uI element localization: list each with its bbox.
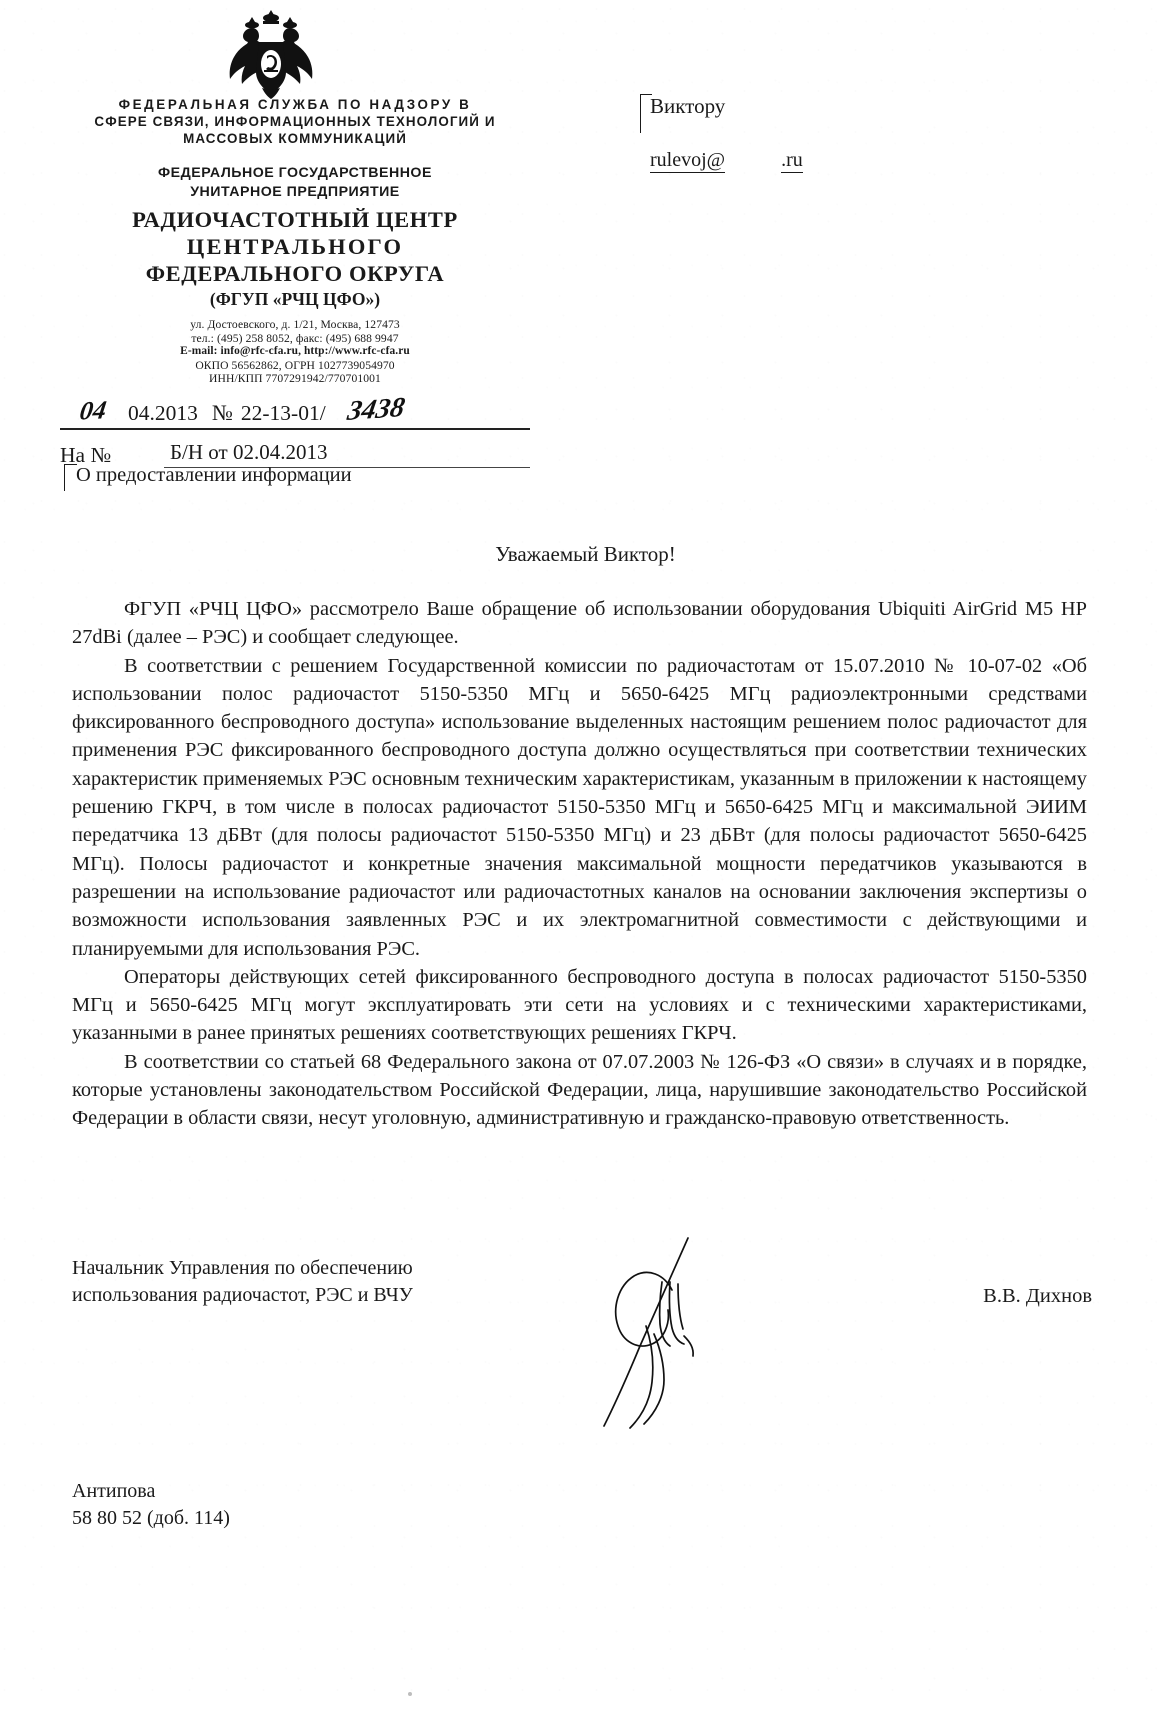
organization-name-line-3: ФЕДЕРАЛЬНОГО ОКРУГА bbox=[145, 261, 445, 286]
outgoing-day-handwritten: 04 bbox=[77, 395, 109, 426]
body-paragraph: Операторы действующих сетей фиксированного беспроводного доступа в полосах радиочастот 5150-5350 МГц и 5650-6425 МГц могут эксплуатировать эти сети на условиях и с техническими характеристиками, указанными в ранее принятых решениях соответствующих решениях ГКРЧ. bbox=[72, 965, 1087, 1045]
signer-title bbox=[72, 1255, 502, 1309]
in-reply-value: Б/Н от 02.04.2013 bbox=[164, 440, 530, 468]
body-paragraph: В соответствии с решением Государственной комиссии по радиочастотам от 15.07.2010 № 10-07-02 «Об использовании полос радиочастот 5150-5350 МГц и 5650-6425 МГц радиоэлектронными средствами фиксированного беспроводного доступа» использование выделенных настоящим решением полос радиочастот для применения РЭС фиксированного беспроводного доступа должно осуществляться при соответствии технических характеристик применяемых РЭС основным техническим характеристикам, указанным в приложении к настоящему решению ГКРЧ, в том числе в полосах радиочастот 5150-5350 МГц и 5650-6425 МГц и максимальной ЭИИМ передатчика 13 дБВт (для полосы радиочастот 5150-5350 МГц) и 23 дБВт (для полосы радиочастот 5650-6425 МГц). Полосы радиочастот и конкретные значения максимальной мощности передатчиков указываются в разрешении на использование радиочастот или радиочастотных каналов на основании заключения экспертизы о возможности использования заявленных РЭС и их электромагнитной совместимости с действующими и планируемыми для использования РЭС. bbox=[72, 654, 1087, 960]
okpo-ogrn: ОКПО 56562862, ОГРН 1027739054970 bbox=[195, 358, 395, 372]
letter-body bbox=[72, 595, 1087, 1133]
addressee-block bbox=[640, 92, 970, 174]
email-website: E-mail: info@rfc-cfa.ru, http://www.rfc-cfa.ru bbox=[180, 345, 410, 358]
entity-type-line-2: УНИТАРНОЕ ПРЕДПРИЯТИЕ bbox=[190, 184, 400, 200]
agency-name-line-1: ФЕДЕРАЛЬНАЯ СЛУЖБА ПО НАДЗОРУ В bbox=[118, 97, 472, 112]
number-symbol: № bbox=[211, 400, 233, 425]
agency-name-line-3: МАССОВЫХ КОММУНИКАЦИЙ bbox=[183, 131, 407, 146]
addressee-email bbox=[640, 146, 970, 174]
executor-block bbox=[72, 1478, 230, 1532]
subject-line: О предоставлении информации bbox=[64, 464, 352, 487]
agency-name-line-2: СФЕРЕ СВЯЗИ, ИНФОРМАЦИОННЫХ ТЕХНОЛОГИЙ И bbox=[94, 114, 496, 129]
contact-details bbox=[60, 318, 530, 386]
addressee-email-domain: .ru bbox=[781, 149, 803, 171]
signer-title-line-1: Начальник Управления по обеспечению bbox=[72, 1257, 413, 1279]
postal-address: ул. Достоевского, д. 1/21, Москва, 127473 bbox=[190, 318, 400, 331]
entity-type bbox=[60, 164, 530, 202]
executor-name: Антипова bbox=[72, 1480, 156, 1502]
addressee-email-user: rulevoj@ bbox=[650, 149, 726, 171]
scan-artifact-dot bbox=[408, 1692, 412, 1696]
in-reply-label: На № bbox=[60, 443, 111, 467]
salutation: Уважаемый Виктор! bbox=[495, 542, 676, 566]
organization-name-line-1: РАДИОЧАСТОТНЫЙ ЦЕНТР bbox=[132, 207, 458, 232]
addressee-name: Виктору bbox=[640, 92, 970, 120]
inn-kpp: ИНН/КПП 7707291942/770701001 bbox=[209, 372, 381, 386]
letterhead bbox=[60, 96, 530, 386]
organization-name-line-2: ЦЕНТРАЛЬНОГО bbox=[186, 234, 404, 259]
organization-abbreviation: (ФГУП «РЧЦ ЦФО») bbox=[209, 289, 381, 309]
outgoing-date: 04.2013 bbox=[128, 401, 198, 425]
phone-fax: тел.: (495) 258 8052, факс: (495) 688 9947 bbox=[191, 331, 399, 345]
agency-name bbox=[60, 96, 530, 147]
executor-phone: 58 80 52 (доб. 114) bbox=[72, 1507, 230, 1529]
outgoing-number-handwritten: 3438 bbox=[344, 392, 407, 427]
signer-name: В.В. Дихнов bbox=[983, 1285, 1092, 1307]
signer-title-line-2: использования радиочастот, РЭС и ВЧУ bbox=[72, 1284, 413, 1306]
reference-block bbox=[60, 392, 530, 468]
body-paragraph: ФГУП «РЧЦ ЦФО» рассмотрело Ваше обращение об использовании оборудования Ubiquiti AirGrid M5 HP 27dBi (далее – РЭС) и сообщает следующее. bbox=[72, 598, 1087, 649]
outgoing-number: 22-13-01/ bbox=[240, 401, 326, 425]
organization-name bbox=[60, 206, 530, 287]
outgoing-reference-row bbox=[60, 392, 530, 430]
signature-block bbox=[72, 1255, 1092, 1310]
russian-double-headed-eagle-emblem bbox=[212, 8, 330, 100]
entity-type-line-1: ФЕДЕРАЛЬНОЕ ГОСУДАРСТВЕННОЕ bbox=[158, 165, 432, 181]
body-paragraph: В соответствии со статьей 68 Федерального закона от 07.07.2003 № 126-ФЗ «О связи» в случаях и в порядке, которые установлены законодательством Российской Федерации, лица, нарушившие законодательство Российской Федерации в области связи, несут уголовную, административную и гражданско-правовую ответственность. bbox=[72, 1050, 1087, 1130]
